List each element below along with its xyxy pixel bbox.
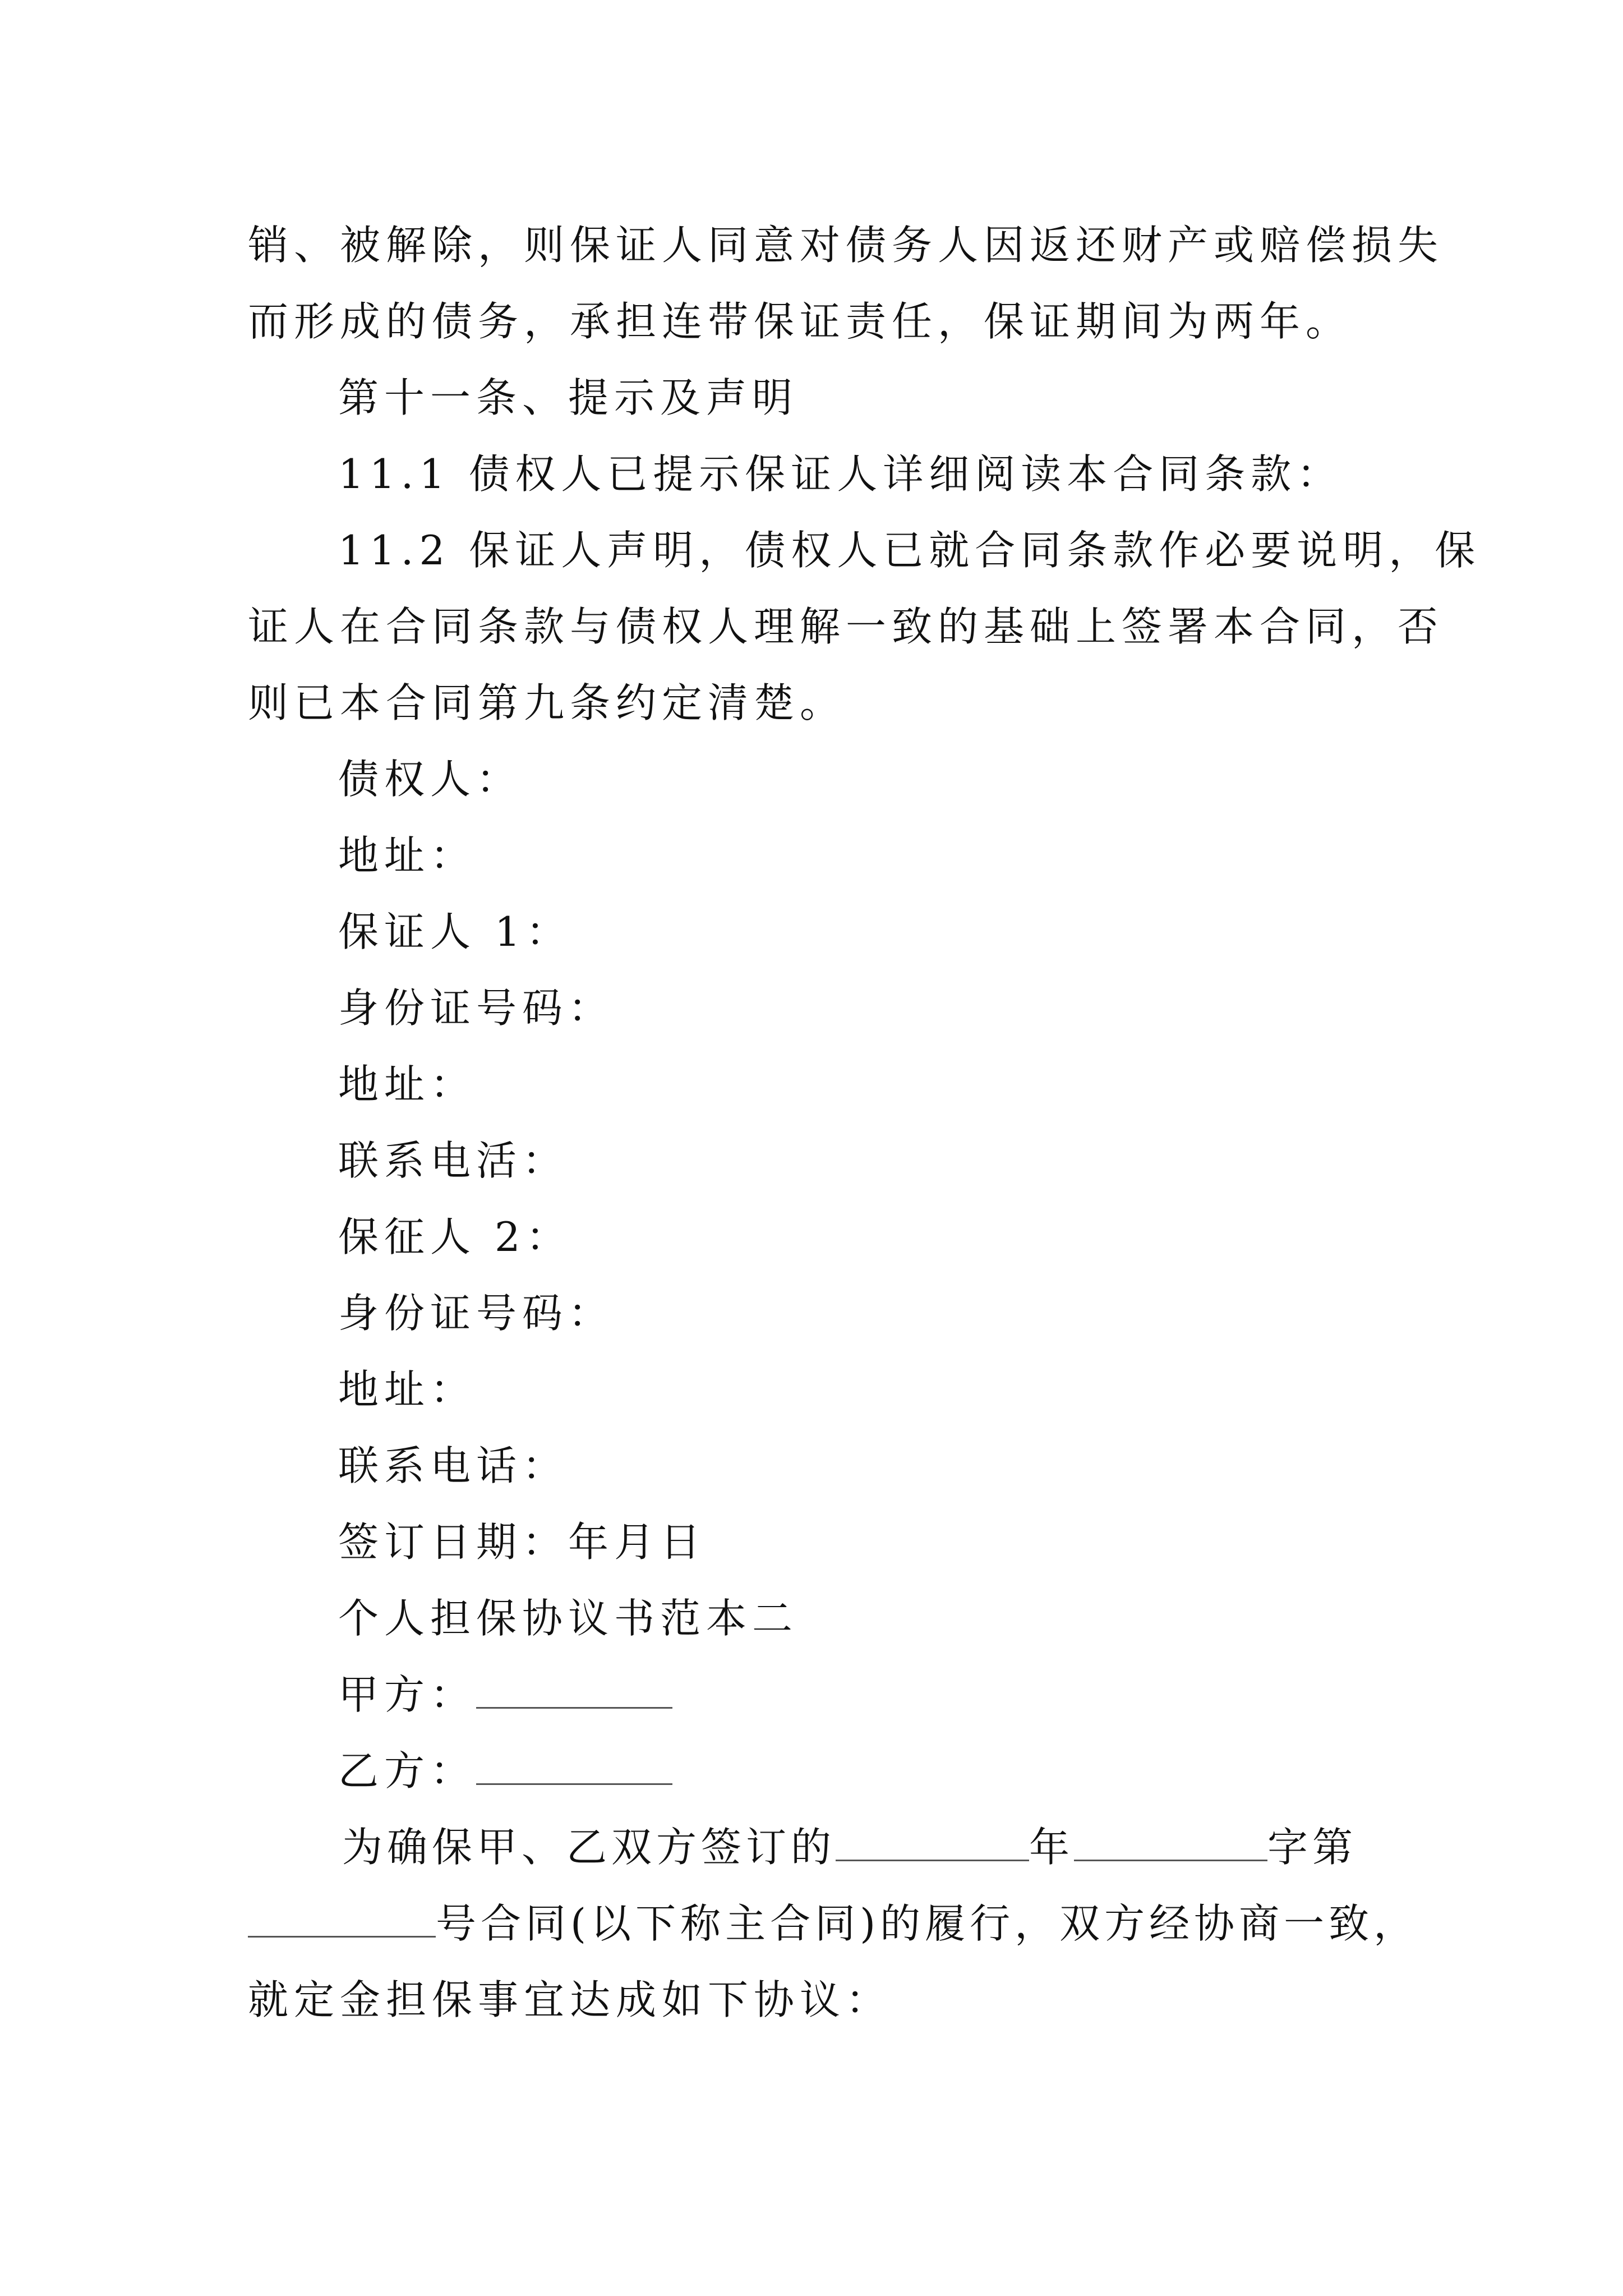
party-a-blank [476,1672,672,1709]
text-line: 则已本合同第九条约定清楚。 [248,679,846,726]
party-a-line [338,1669,672,1720]
party-b-blank [476,1749,672,1785]
section-heading: 第十一条、提示及声明 [338,374,799,421]
blank [248,1901,436,1938]
text-segment: 年 [1029,1824,1075,1871]
id-number-label: 身份证号码： [338,1290,615,1337]
agreement-paragraph-line-2 [248,1898,1418,1949]
clause-11-2: 11.2 保证人声明，债权人已就合同条款作必要说明，保 [338,527,1481,574]
phone-label: 联系电活： [338,1137,569,1184]
creditor-label: 债权人： [338,756,523,803]
signing-date-label: 签订日期：年月日 [338,1519,707,1566]
guarantor-1-label: 保证人 1： [338,908,572,955]
clause-11-1: 11.1 债权人已提示保证人详细阅读本合同条款： [338,450,1343,498]
address-label: 地址： [338,832,477,879]
text-line: 而形成的债务，承担连带保证责任，保证期间为两年。 [248,298,1352,345]
guarantor-2-label: 保征人 2： [338,1213,572,1260]
blank [1074,1825,1267,1861]
party-b-line [338,1746,672,1796]
text-segment: 为确保甲、乙双方签订的 [342,1824,836,1871]
address-label: 地址： [338,1061,477,1108]
text-segment: 字第 [1267,1824,1358,1871]
phone-label: 联系电话： [338,1442,569,1489]
blank [836,1825,1029,1861]
text-line: 证人在合同条款与债权人理解一致的基础上签署本合同，否 [248,603,1444,650]
agreement-paragraph-line-3: 就定金担保事宜达成如下协议： [248,1976,892,2023]
party-b-label: 乙方： [338,1747,477,1795]
address-label: 地址： [338,1366,477,1413]
agreement-paragraph-line-1 [342,1822,1357,1872]
text-line: 销、被解除，则保证人同意对债务人因返还财产或赔偿损失 [248,222,1444,269]
sample-two-heading: 个人担保协议书范本二 [338,1595,799,1642]
text-segment: 号合同(以下称主合同)的履行，双方经协商一致， [436,1900,1419,1947]
party-a-label: 甲方： [338,1671,477,1718]
id-number-label: 身份证号码： [338,984,615,1032]
